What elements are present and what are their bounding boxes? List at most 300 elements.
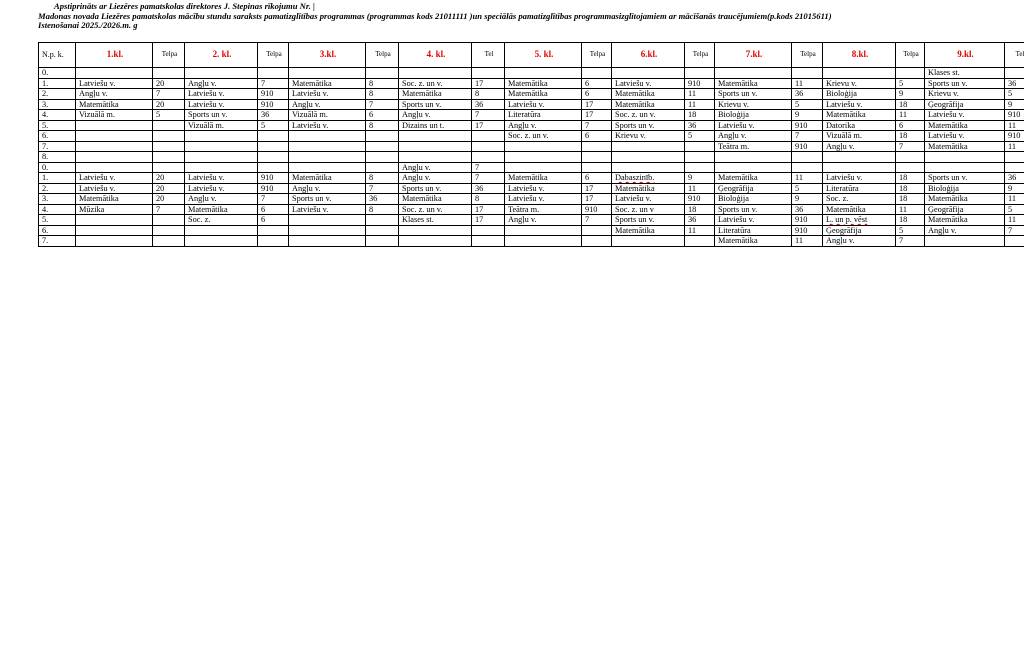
col-header-room: Telpa bbox=[582, 43, 612, 68]
subject-cell: Angļu v. bbox=[925, 225, 1005, 236]
subject-cell: Matemātika bbox=[612, 225, 685, 236]
room-cell: 6 bbox=[896, 120, 925, 131]
subject-cell bbox=[399, 68, 472, 79]
room-cell: 7 bbox=[582, 120, 612, 131]
room-cell: 5 bbox=[792, 183, 823, 194]
room-cell: 8 bbox=[366, 89, 399, 100]
subject-cell: Latviešu v. bbox=[612, 78, 685, 89]
room-cell bbox=[582, 141, 612, 152]
room-cell: 910 bbox=[792, 225, 823, 236]
room-cell bbox=[472, 68, 505, 79]
document-header bbox=[38, 2, 1018, 31]
subject-cell: Matemātika bbox=[715, 173, 792, 184]
subject-cell: Latviešu v. bbox=[289, 89, 366, 100]
lesson-number: 1. bbox=[39, 78, 76, 89]
subject-cell: Matemātika bbox=[612, 89, 685, 100]
subject-cell: Matemātika bbox=[715, 78, 792, 89]
col-header-nr: N.p. k. bbox=[39, 43, 76, 68]
subject-cell: Matemātika bbox=[185, 204, 258, 215]
subject-cell: Sports un v. bbox=[925, 173, 1005, 184]
room-cell: 7 bbox=[472, 110, 505, 121]
room-cell: 7 bbox=[366, 99, 399, 110]
room-cell: 910 bbox=[582, 204, 612, 215]
room-cell: 8 bbox=[366, 120, 399, 131]
subject-cell: Soc. z. un v. bbox=[505, 131, 582, 142]
subject-cell: Matemātika bbox=[925, 194, 1005, 205]
lesson-number: 6. bbox=[39, 131, 76, 142]
lesson-number: 3. bbox=[39, 99, 76, 110]
subject-cell: Bioloģija bbox=[715, 194, 792, 205]
subject-cell: Latviešu v. bbox=[715, 120, 792, 131]
room-cell: 36 bbox=[1005, 78, 1024, 89]
room-cell bbox=[153, 152, 185, 163]
subject-cell: Ģeogrāfija bbox=[925, 99, 1005, 110]
room-cell bbox=[258, 68, 289, 79]
room-cell bbox=[472, 131, 505, 142]
subject-cell bbox=[76, 225, 153, 236]
subject-cell: Soc. z. un v. bbox=[399, 204, 472, 215]
subject-cell: Angļu v. bbox=[289, 183, 366, 194]
subject-cell: Sports un v. bbox=[612, 215, 685, 226]
subject-cell: Latviešu v. bbox=[925, 110, 1005, 121]
room-cell: 11 bbox=[792, 236, 823, 247]
col-header-grade-7: 7.kl. bbox=[715, 43, 792, 68]
room-cell: 9 bbox=[792, 194, 823, 205]
room-cell: 8 bbox=[366, 78, 399, 89]
subject-cell bbox=[185, 131, 258, 142]
room-cell: 910 bbox=[258, 99, 289, 110]
subject-cell: Sports un v. bbox=[715, 204, 792, 215]
subject-cell bbox=[289, 68, 366, 79]
subject-cell bbox=[612, 152, 685, 163]
room-cell bbox=[153, 225, 185, 236]
subject-cell: L. un p. vēst bbox=[823, 215, 896, 226]
subject-cell bbox=[505, 162, 582, 173]
subject-cell: Klases st. bbox=[399, 215, 472, 226]
subject-cell bbox=[612, 236, 685, 247]
subject-cell bbox=[76, 152, 153, 163]
col-header-room: Telpa bbox=[792, 43, 823, 68]
subject-cell bbox=[76, 141, 153, 152]
subject-cell: Angļu v. bbox=[76, 89, 153, 100]
room-cell bbox=[792, 68, 823, 79]
lesson-number: 5. bbox=[39, 215, 76, 226]
subject-cell: Matemātika bbox=[823, 204, 896, 215]
room-cell bbox=[153, 131, 185, 142]
room-cell bbox=[366, 162, 399, 173]
col-header-room: Telpa bbox=[896, 43, 925, 68]
room-cell: 6 bbox=[258, 215, 289, 226]
subject-cell: Angļu v. bbox=[185, 194, 258, 205]
lesson-number: 0. bbox=[39, 162, 76, 173]
subject-cell: Latviešu v. bbox=[715, 215, 792, 226]
subject-cell: Vizuālā m. bbox=[185, 120, 258, 131]
subject-cell: Vizuālā m. bbox=[823, 131, 896, 142]
subject-cell: Angļu v. bbox=[823, 141, 896, 152]
room-cell: 7 bbox=[896, 236, 925, 247]
subject-cell: Bioloģija bbox=[925, 183, 1005, 194]
subject-cell: Literatūra bbox=[505, 110, 582, 121]
room-cell: 8 bbox=[472, 89, 505, 100]
approval-line: Apstiprināts ar Liezēres pamatskolas direktores J. Stepinas rīkojumu Nr. | bbox=[54, 2, 315, 11]
room-cell bbox=[685, 141, 715, 152]
room-cell bbox=[472, 141, 505, 152]
room-cell bbox=[366, 141, 399, 152]
col-header-room: Tel bbox=[472, 43, 505, 68]
subject-cell bbox=[76, 236, 153, 247]
subject-cell: Ģeogrāfija bbox=[823, 225, 896, 236]
subject-cell: Matemātika bbox=[823, 110, 896, 121]
table-row bbox=[39, 236, 1024, 247]
subject-cell: Latviešu v. bbox=[185, 183, 258, 194]
subject-cell: Latviešu v. bbox=[289, 120, 366, 131]
subject-cell: Teātra m. bbox=[715, 141, 792, 152]
room-cell: 20 bbox=[153, 183, 185, 194]
subject-cell bbox=[289, 131, 366, 142]
room-cell: 9 bbox=[896, 89, 925, 100]
subject-cell: Matemātika bbox=[399, 89, 472, 100]
subject-cell: Matemātika bbox=[505, 78, 582, 89]
room-cell: 11 bbox=[1005, 141, 1024, 152]
room-cell bbox=[153, 236, 185, 247]
subject-cell: Angļu v. bbox=[399, 162, 472, 173]
subject-cell bbox=[289, 141, 366, 152]
subject-cell: Sports un v. bbox=[925, 78, 1005, 89]
subject-cell: Teātra m. bbox=[505, 204, 582, 215]
col-header-grade-5: 5. kl. bbox=[505, 43, 582, 68]
subject-cell bbox=[715, 152, 792, 163]
room-cell: 11 bbox=[896, 204, 925, 215]
subject-cell bbox=[823, 68, 896, 79]
room-cell: 5 bbox=[1005, 89, 1024, 100]
table-row bbox=[39, 204, 1024, 215]
subject-cell bbox=[505, 236, 582, 247]
room-cell bbox=[366, 68, 399, 79]
lesson-number: 7. bbox=[39, 141, 76, 152]
room-cell bbox=[582, 225, 612, 236]
school-year-line: Istenošanai 2025./2026.m. g bbox=[38, 21, 138, 31]
room-cell: 6 bbox=[582, 78, 612, 89]
col-header-grade-9: 9.kl. bbox=[925, 43, 1005, 68]
subject-cell: Angļu v. bbox=[399, 173, 472, 184]
room-cell: 910 bbox=[1005, 131, 1024, 142]
subject-cell: Latviešu v. bbox=[823, 173, 896, 184]
subject-cell bbox=[289, 162, 366, 173]
room-cell: 36 bbox=[366, 194, 399, 205]
subject-cell bbox=[185, 162, 258, 173]
lesson-number: 0. bbox=[39, 68, 76, 79]
col-header-room: Telpa bbox=[258, 43, 289, 68]
room-cell: 11 bbox=[685, 225, 715, 236]
subject-cell bbox=[823, 162, 896, 173]
subject-cell bbox=[612, 162, 685, 173]
subject-cell: Matemātika bbox=[76, 99, 153, 110]
room-cell: 7 bbox=[1005, 225, 1024, 236]
col-header-room: Telpa bbox=[685, 43, 715, 68]
subject-cell: Matemātika bbox=[289, 78, 366, 89]
room-cell bbox=[685, 162, 715, 173]
subject-cell: Soc. z. un v. bbox=[399, 78, 472, 89]
subject-cell: Angļu v. bbox=[289, 99, 366, 110]
subject-cell: Angļu v. bbox=[399, 110, 472, 121]
subject-cell: Angļu v. bbox=[185, 78, 258, 89]
room-cell: 7 bbox=[366, 183, 399, 194]
room-cell: 17 bbox=[582, 194, 612, 205]
subject-cell: Vizuālā m. bbox=[76, 110, 153, 121]
table-row bbox=[39, 173, 1024, 184]
table-row bbox=[39, 99, 1024, 110]
lesson-number: 4. bbox=[39, 110, 76, 121]
subject-cell bbox=[505, 225, 582, 236]
room-cell: 18 bbox=[896, 194, 925, 205]
table-row bbox=[39, 78, 1024, 89]
room-cell: 6 bbox=[582, 131, 612, 142]
subject-cell: Matemātika bbox=[76, 194, 153, 205]
subject-cell: Angļu v. bbox=[505, 120, 582, 131]
room-cell bbox=[472, 152, 505, 163]
subject-cell: Soc. z. bbox=[185, 215, 258, 226]
room-cell: 17 bbox=[582, 183, 612, 194]
subject-cell: Latviešu v. bbox=[185, 99, 258, 110]
subject-cell bbox=[505, 68, 582, 79]
subject-cell: Soc. z. un v bbox=[612, 204, 685, 215]
col-header-room: Telpa bbox=[366, 43, 399, 68]
subject-cell bbox=[289, 236, 366, 247]
room-cell bbox=[258, 162, 289, 173]
subject-cell: Angļu v. bbox=[505, 215, 582, 226]
room-cell: 8 bbox=[366, 204, 399, 215]
room-cell: 36 bbox=[1005, 173, 1024, 184]
subject-cell bbox=[289, 225, 366, 236]
subject-cell bbox=[185, 236, 258, 247]
room-cell: 11 bbox=[1005, 215, 1024, 226]
room-cell: 18 bbox=[896, 131, 925, 142]
room-cell: 6 bbox=[582, 89, 612, 100]
table-row bbox=[39, 110, 1024, 121]
lesson-number: 6. bbox=[39, 225, 76, 236]
subject-cell bbox=[399, 131, 472, 142]
room-cell: 20 bbox=[153, 78, 185, 89]
subject-cell: Matemātika bbox=[612, 183, 685, 194]
room-cell: 17 bbox=[472, 120, 505, 131]
room-cell: 17 bbox=[472, 215, 505, 226]
col-header-room: Tel bbox=[1005, 43, 1024, 68]
room-cell bbox=[258, 131, 289, 142]
subject-cell: Latviešu v. bbox=[612, 194, 685, 205]
table-row bbox=[39, 183, 1024, 194]
room-cell: 6 bbox=[582, 173, 612, 184]
room-cell bbox=[582, 162, 612, 173]
room-cell: 11 bbox=[896, 110, 925, 121]
room-cell bbox=[472, 225, 505, 236]
room-cell: 18 bbox=[896, 173, 925, 184]
subject-cell bbox=[399, 225, 472, 236]
subject-cell bbox=[185, 141, 258, 152]
room-cell bbox=[1005, 68, 1024, 79]
subject-cell: Latviešu v. bbox=[76, 183, 153, 194]
room-cell: 5 bbox=[685, 131, 715, 142]
room-cell: 11 bbox=[792, 173, 823, 184]
subject-cell bbox=[185, 152, 258, 163]
subject-cell: Datorika bbox=[823, 120, 896, 131]
room-cell: 17 bbox=[472, 204, 505, 215]
subject-cell: Bioloģija bbox=[715, 110, 792, 121]
subject-cell: Matemātika bbox=[925, 141, 1005, 152]
subject-cell bbox=[612, 141, 685, 152]
col-header-room: Telpa bbox=[153, 43, 185, 68]
table-row bbox=[39, 89, 1024, 100]
table-row bbox=[39, 68, 1024, 79]
subject-cell bbox=[925, 152, 1005, 163]
subject-cell: Latviešu v. bbox=[185, 173, 258, 184]
table-row bbox=[39, 194, 1024, 205]
lesson-number: 8. bbox=[39, 152, 76, 163]
subject-cell: Latviešu v. bbox=[925, 131, 1005, 142]
subject-cell: Sports un v. bbox=[612, 120, 685, 131]
subject-cell: Literatūra bbox=[823, 183, 896, 194]
room-cell: 9 bbox=[1005, 99, 1024, 110]
room-cell bbox=[366, 225, 399, 236]
col-header-grade-8: 8.kl. bbox=[823, 43, 896, 68]
room-cell bbox=[1005, 236, 1024, 247]
room-cell: 17 bbox=[472, 78, 505, 89]
room-cell bbox=[685, 152, 715, 163]
subject-cell: Mūzika bbox=[76, 204, 153, 215]
schedule-title: Madonas novada Liezēres pamatskolas mācību stundu saraksts pamatizglītības programmas (programmas kods 21011111 )un speciālās pamatizglītības programmasizglītojamiem ar mācīšanās traucējumiem(p.kods 21015611) bbox=[38, 11, 832, 21]
room-cell: 6 bbox=[258, 204, 289, 215]
table-row bbox=[39, 225, 1024, 236]
subject-cell bbox=[925, 236, 1005, 247]
subject-cell: Sports un v. bbox=[289, 194, 366, 205]
room-cell bbox=[582, 236, 612, 247]
room-cell bbox=[258, 236, 289, 247]
room-cell: 17 bbox=[582, 99, 612, 110]
subject-cell: Sports un v. bbox=[715, 89, 792, 100]
subject-cell: Angļu v. bbox=[823, 236, 896, 247]
room-cell: 7 bbox=[258, 194, 289, 205]
subject-cell: Soc. z. un v. bbox=[612, 110, 685, 121]
subject-cell: Latviešu v. bbox=[505, 99, 582, 110]
subject-cell: Ģeogrāfija bbox=[925, 204, 1005, 215]
subject-cell bbox=[612, 68, 685, 79]
subject-cell bbox=[823, 152, 896, 163]
room-cell: 7 bbox=[472, 173, 505, 184]
lesson-number: 5. bbox=[39, 120, 76, 131]
timetable bbox=[38, 42, 1024, 247]
room-cell bbox=[896, 162, 925, 173]
room-cell: 36 bbox=[472, 99, 505, 110]
room-cell: 910 bbox=[685, 78, 715, 89]
subject-cell: Krievu v. bbox=[612, 131, 685, 142]
lesson-number: 2. bbox=[39, 89, 76, 100]
room-cell: 7 bbox=[153, 89, 185, 100]
subject-cell: Latviešu v. bbox=[289, 204, 366, 215]
room-cell: 36 bbox=[792, 204, 823, 215]
table-row bbox=[39, 141, 1024, 152]
subject-cell: Matemātika bbox=[715, 236, 792, 247]
room-cell bbox=[792, 152, 823, 163]
room-cell: 7 bbox=[472, 162, 505, 173]
room-cell: 910 bbox=[258, 183, 289, 194]
subject-cell bbox=[289, 215, 366, 226]
room-cell: 11 bbox=[685, 183, 715, 194]
room-cell: 910 bbox=[258, 173, 289, 184]
room-cell: 11 bbox=[685, 99, 715, 110]
room-cell: 5 bbox=[153, 110, 185, 121]
subject-cell bbox=[399, 152, 472, 163]
room-cell: 910 bbox=[685, 194, 715, 205]
room-cell bbox=[258, 225, 289, 236]
subject-cell: Matemātika bbox=[399, 194, 472, 205]
subject-cell: Matemātika bbox=[612, 99, 685, 110]
subject-cell bbox=[76, 215, 153, 226]
room-cell: 36 bbox=[792, 89, 823, 100]
subject-cell: Latviešu v. bbox=[76, 78, 153, 89]
room-cell: 36 bbox=[685, 215, 715, 226]
room-cell: 36 bbox=[472, 183, 505, 194]
room-cell bbox=[153, 162, 185, 173]
subject-cell: Sports un v. bbox=[185, 110, 258, 121]
subject-cell bbox=[76, 162, 153, 173]
room-cell: 36 bbox=[685, 120, 715, 131]
room-cell bbox=[792, 162, 823, 173]
room-cell: 910 bbox=[792, 120, 823, 131]
room-cell: 11 bbox=[792, 78, 823, 89]
subject-cell: Matemātika bbox=[289, 173, 366, 184]
subject-cell: Latviešu v. bbox=[76, 173, 153, 184]
subject-cell: Matemātika bbox=[505, 173, 582, 184]
room-cell: 11 bbox=[1005, 120, 1024, 131]
room-cell: 20 bbox=[153, 173, 185, 184]
subject-cell bbox=[505, 141, 582, 152]
room-cell: 8 bbox=[472, 194, 505, 205]
subject-cell: Matemātika bbox=[505, 89, 582, 100]
subject-cell: Dabaszinīb. bbox=[612, 173, 685, 184]
room-cell bbox=[366, 215, 399, 226]
col-header-grade-2: 2. kl. bbox=[185, 43, 258, 68]
subject-cell: Krievu v. bbox=[925, 89, 1005, 100]
subject-cell bbox=[76, 120, 153, 131]
col-header-grade-4: 4. kl. bbox=[399, 43, 472, 68]
room-cell: 18 bbox=[685, 204, 715, 215]
lesson-number: 3. bbox=[39, 194, 76, 205]
room-cell: 18 bbox=[896, 99, 925, 110]
subject-cell: Latviešu v. bbox=[505, 194, 582, 205]
room-cell bbox=[153, 68, 185, 79]
room-cell: 11 bbox=[1005, 194, 1024, 205]
room-cell bbox=[153, 120, 185, 131]
subject-cell: Latviešu v. bbox=[505, 183, 582, 194]
lesson-number: 7. bbox=[39, 236, 76, 247]
room-cell bbox=[366, 236, 399, 247]
subject-cell: Vizuālā m. bbox=[289, 110, 366, 121]
timetable-body bbox=[39, 68, 1024, 247]
subject-cell bbox=[185, 68, 258, 79]
room-cell: 20 bbox=[153, 194, 185, 205]
room-cell bbox=[366, 131, 399, 142]
room-cell bbox=[1005, 152, 1024, 163]
room-cell: 7 bbox=[582, 215, 612, 226]
room-cell: 910 bbox=[258, 89, 289, 100]
room-cell: 9 bbox=[792, 110, 823, 121]
room-cell: 5 bbox=[258, 120, 289, 131]
subject-cell: Dizains un t. bbox=[399, 120, 472, 131]
room-cell bbox=[1005, 162, 1024, 173]
subject-cell bbox=[185, 225, 258, 236]
subject-cell: Matemātika bbox=[925, 215, 1005, 226]
room-cell bbox=[258, 152, 289, 163]
subject-cell: Latviešu v. bbox=[185, 89, 258, 100]
